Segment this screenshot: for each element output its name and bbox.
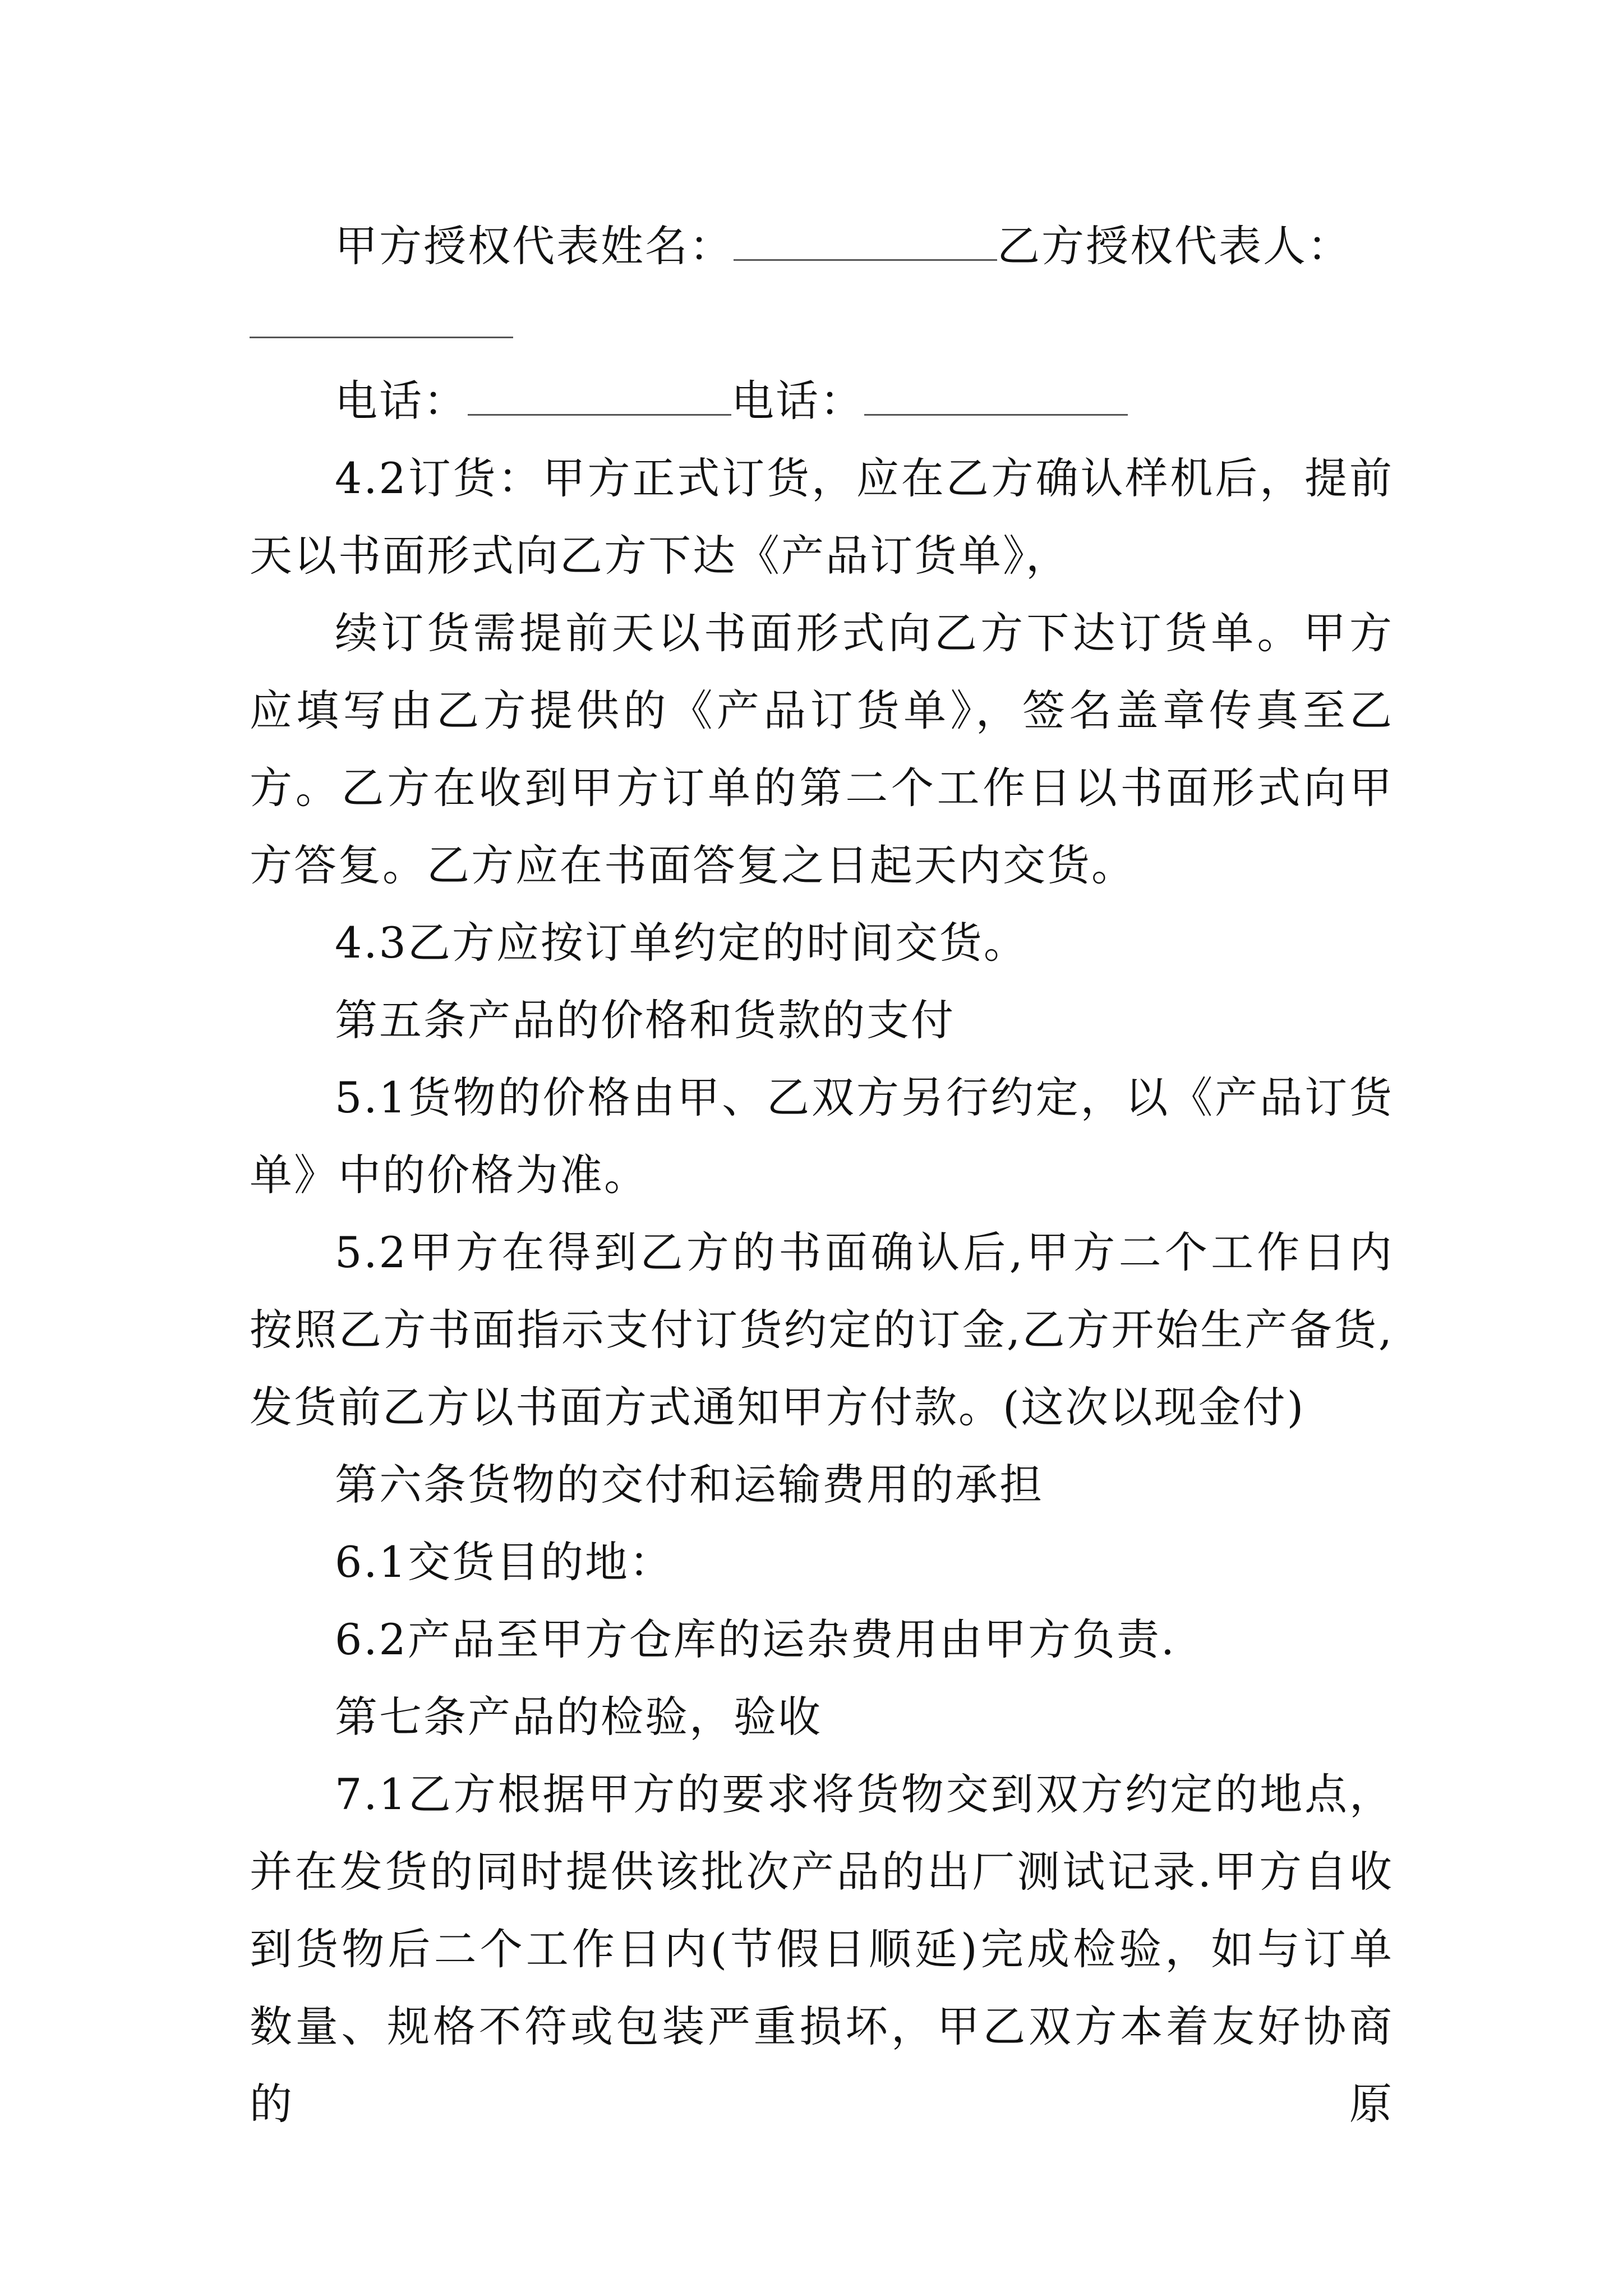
paragraph-4-2-continued: 续订货需提前天以书面形式向乙方下达订货单。甲方应填写由乙方提供的《产品订货单》，签名盖章传真至乙方。乙方在收到甲方订单的第二个工作日以书面形式向甲方答复。乙方应在书面答复之日起天内交货。 — [250, 608, 1394, 890]
paragraph-4-3: 4.3乙方应按订单约定的时间交货。 — [335, 918, 1028, 968]
heading-article-7: 第七条产品的检验，验收 — [335, 1692, 822, 1742]
paragraph-4-2: 4.2订货：甲方正式订货，应在乙方确认样机后，提前天以书面形式向乙方下达《产品订货单》， — [250, 453, 1394, 581]
signature-continuation — [250, 285, 1394, 362]
paragraph-5-1: 5.1货物的价格由甲、乙双方另行约定，以《产品订货单》中的价格为准。 — [250, 1073, 1394, 1200]
phone-label-a: 电话： — [335, 376, 468, 426]
party-b-rep-label: 乙方授权代表人： — [997, 221, 1352, 271]
body-text — [250, 440, 1394, 2143]
heading-article-5: 第五条产品的价格和货款的支付 — [335, 995, 955, 1045]
phone-a-blank — [468, 381, 731, 416]
phone-b-blank — [864, 381, 1128, 416]
party-a-rep-label: 甲方授权代表姓名： — [335, 221, 734, 271]
signature-line — [250, 208, 1479, 285]
heading-article-6: 第六条货物的交付和运输费用的承担 — [335, 1460, 1044, 1510]
party-a-rep-blank — [734, 227, 997, 261]
phone-line — [250, 362, 1479, 440]
phone-label-b: 电话： — [731, 376, 864, 426]
paragraph-6-2: 6.2产品至甲方仓库的运杂费用由甲方负责. — [335, 1614, 1177, 1664]
party-b-rep-blank — [250, 304, 513, 338]
paragraph-5-2: 5.2甲方在得到乙方的书面确认后,甲方二个工作日内按照乙方书面指示支付订货约定的订金,乙方开始生产备货,发货前乙方以书面方式通知甲方付款。(这次以现金付) — [250, 1227, 1394, 1432]
paragraph-7-1: 7.1乙方根据甲方的要求将货物交到双方约定的地点，并在发货的同时提供该批次产品的出厂测试记录.甲方自收到货物后二个工作日内(节假日顺延)完成检验，如与订单数量、规格不符或包装严重损坏，甲乙双方本着友好协商的原 — [250, 1769, 1394, 2129]
paragraph-6-1: 6.1交货目的地： — [335, 1537, 674, 1587]
